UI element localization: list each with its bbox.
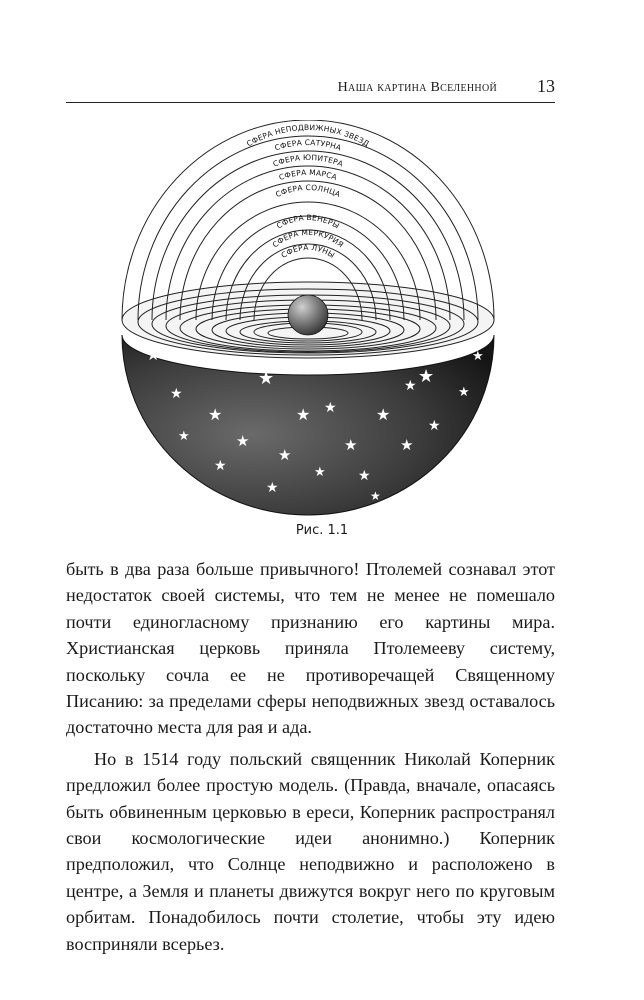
body-text	[66, 556, 555, 957]
svg-text:★: ★	[458, 385, 470, 400]
label-mercury: СФЕРА МЕРКУРИЯ	[270, 227, 346, 250]
ptolemaic-spheres-figure	[118, 120, 498, 520]
running-head-title: Наша картина Вселенной	[337, 80, 497, 95]
svg-text:★: ★	[404, 378, 417, 394]
svg-text:★: ★	[146, 345, 161, 364]
running-head	[66, 76, 555, 103]
svg-text:★: ★	[472, 349, 484, 364]
label-fixed-stars: СФЕРА НЕПОДВИЖНЫХ ЗВЕЗД	[245, 122, 371, 149]
page-number: 13	[537, 76, 555, 96]
svg-text:★: ★	[258, 368, 275, 389]
svg-text:★: ★	[214, 458, 227, 474]
label-moon: СФЕРА ЛУНЫ	[279, 242, 337, 260]
svg-text:★: ★	[266, 480, 279, 496]
svg-text:★: ★	[324, 400, 337, 416]
svg-text:★: ★	[296, 405, 311, 424]
figure-caption: Рис. 1.1	[295, 523, 349, 538]
label-venus: СФЕРА ВЕНЕРЫ	[274, 212, 342, 231]
paragraph-2: Но в 1514 году польский священник Николай Коперник предложил более простую модель. (Правда, вначале, опасаясь быть обвиненным церковью в ереси, Коперник распространял свои космологические идеи анонимно.) Коперник предположил, что Солнце неподвижно и расположено в центре, а Земля и планеты движутся вокруг него по круговым орбитам. Понадобилось почти столетие, чтобы эту идею восприняли всерьез.	[66, 748, 555, 954]
svg-text:★: ★	[428, 418, 441, 434]
earth-globe	[288, 295, 328, 335]
svg-text:★: ★	[370, 489, 381, 503]
svg-text:★: ★	[278, 446, 292, 464]
label-mars: СФЕРА МАРСА	[277, 167, 339, 182]
svg-text:★: ★	[178, 429, 190, 444]
svg-text:★: ★	[358, 468, 371, 484]
svg-text:★: ★	[170, 386, 183, 402]
label-jupiter: СФЕРА ЮПИТЕРА	[271, 152, 345, 169]
spheres-illustration	[118, 120, 498, 520]
svg-text:★: ★	[208, 405, 223, 424]
label-saturn: СФЕРА САТУРНА	[273, 137, 343, 153]
label-sun: СФЕРА СОЛНЦА	[274, 183, 342, 200]
svg-text:★: ★	[236, 432, 250, 450]
svg-text:★: ★	[418, 366, 435, 387]
paragraph-1: быть в два раза больше привычного! Птолемей сознавал этот недостаток своей системы, что тем не менее не помешало почти единогласному признанию его картины мира. Христианская церковь приняла Птолемееву систему, поскольку сочла ее не противоречащей Священному Писанию: за пределами сферы неподвижных звезд оставалось достаточно места для рая и ада.	[66, 559, 555, 738]
svg-text:★: ★	[376, 405, 391, 424]
svg-text:★: ★	[344, 436, 358, 454]
svg-text:★: ★	[314, 465, 326, 480]
svg-text:★: ★	[400, 436, 414, 454]
